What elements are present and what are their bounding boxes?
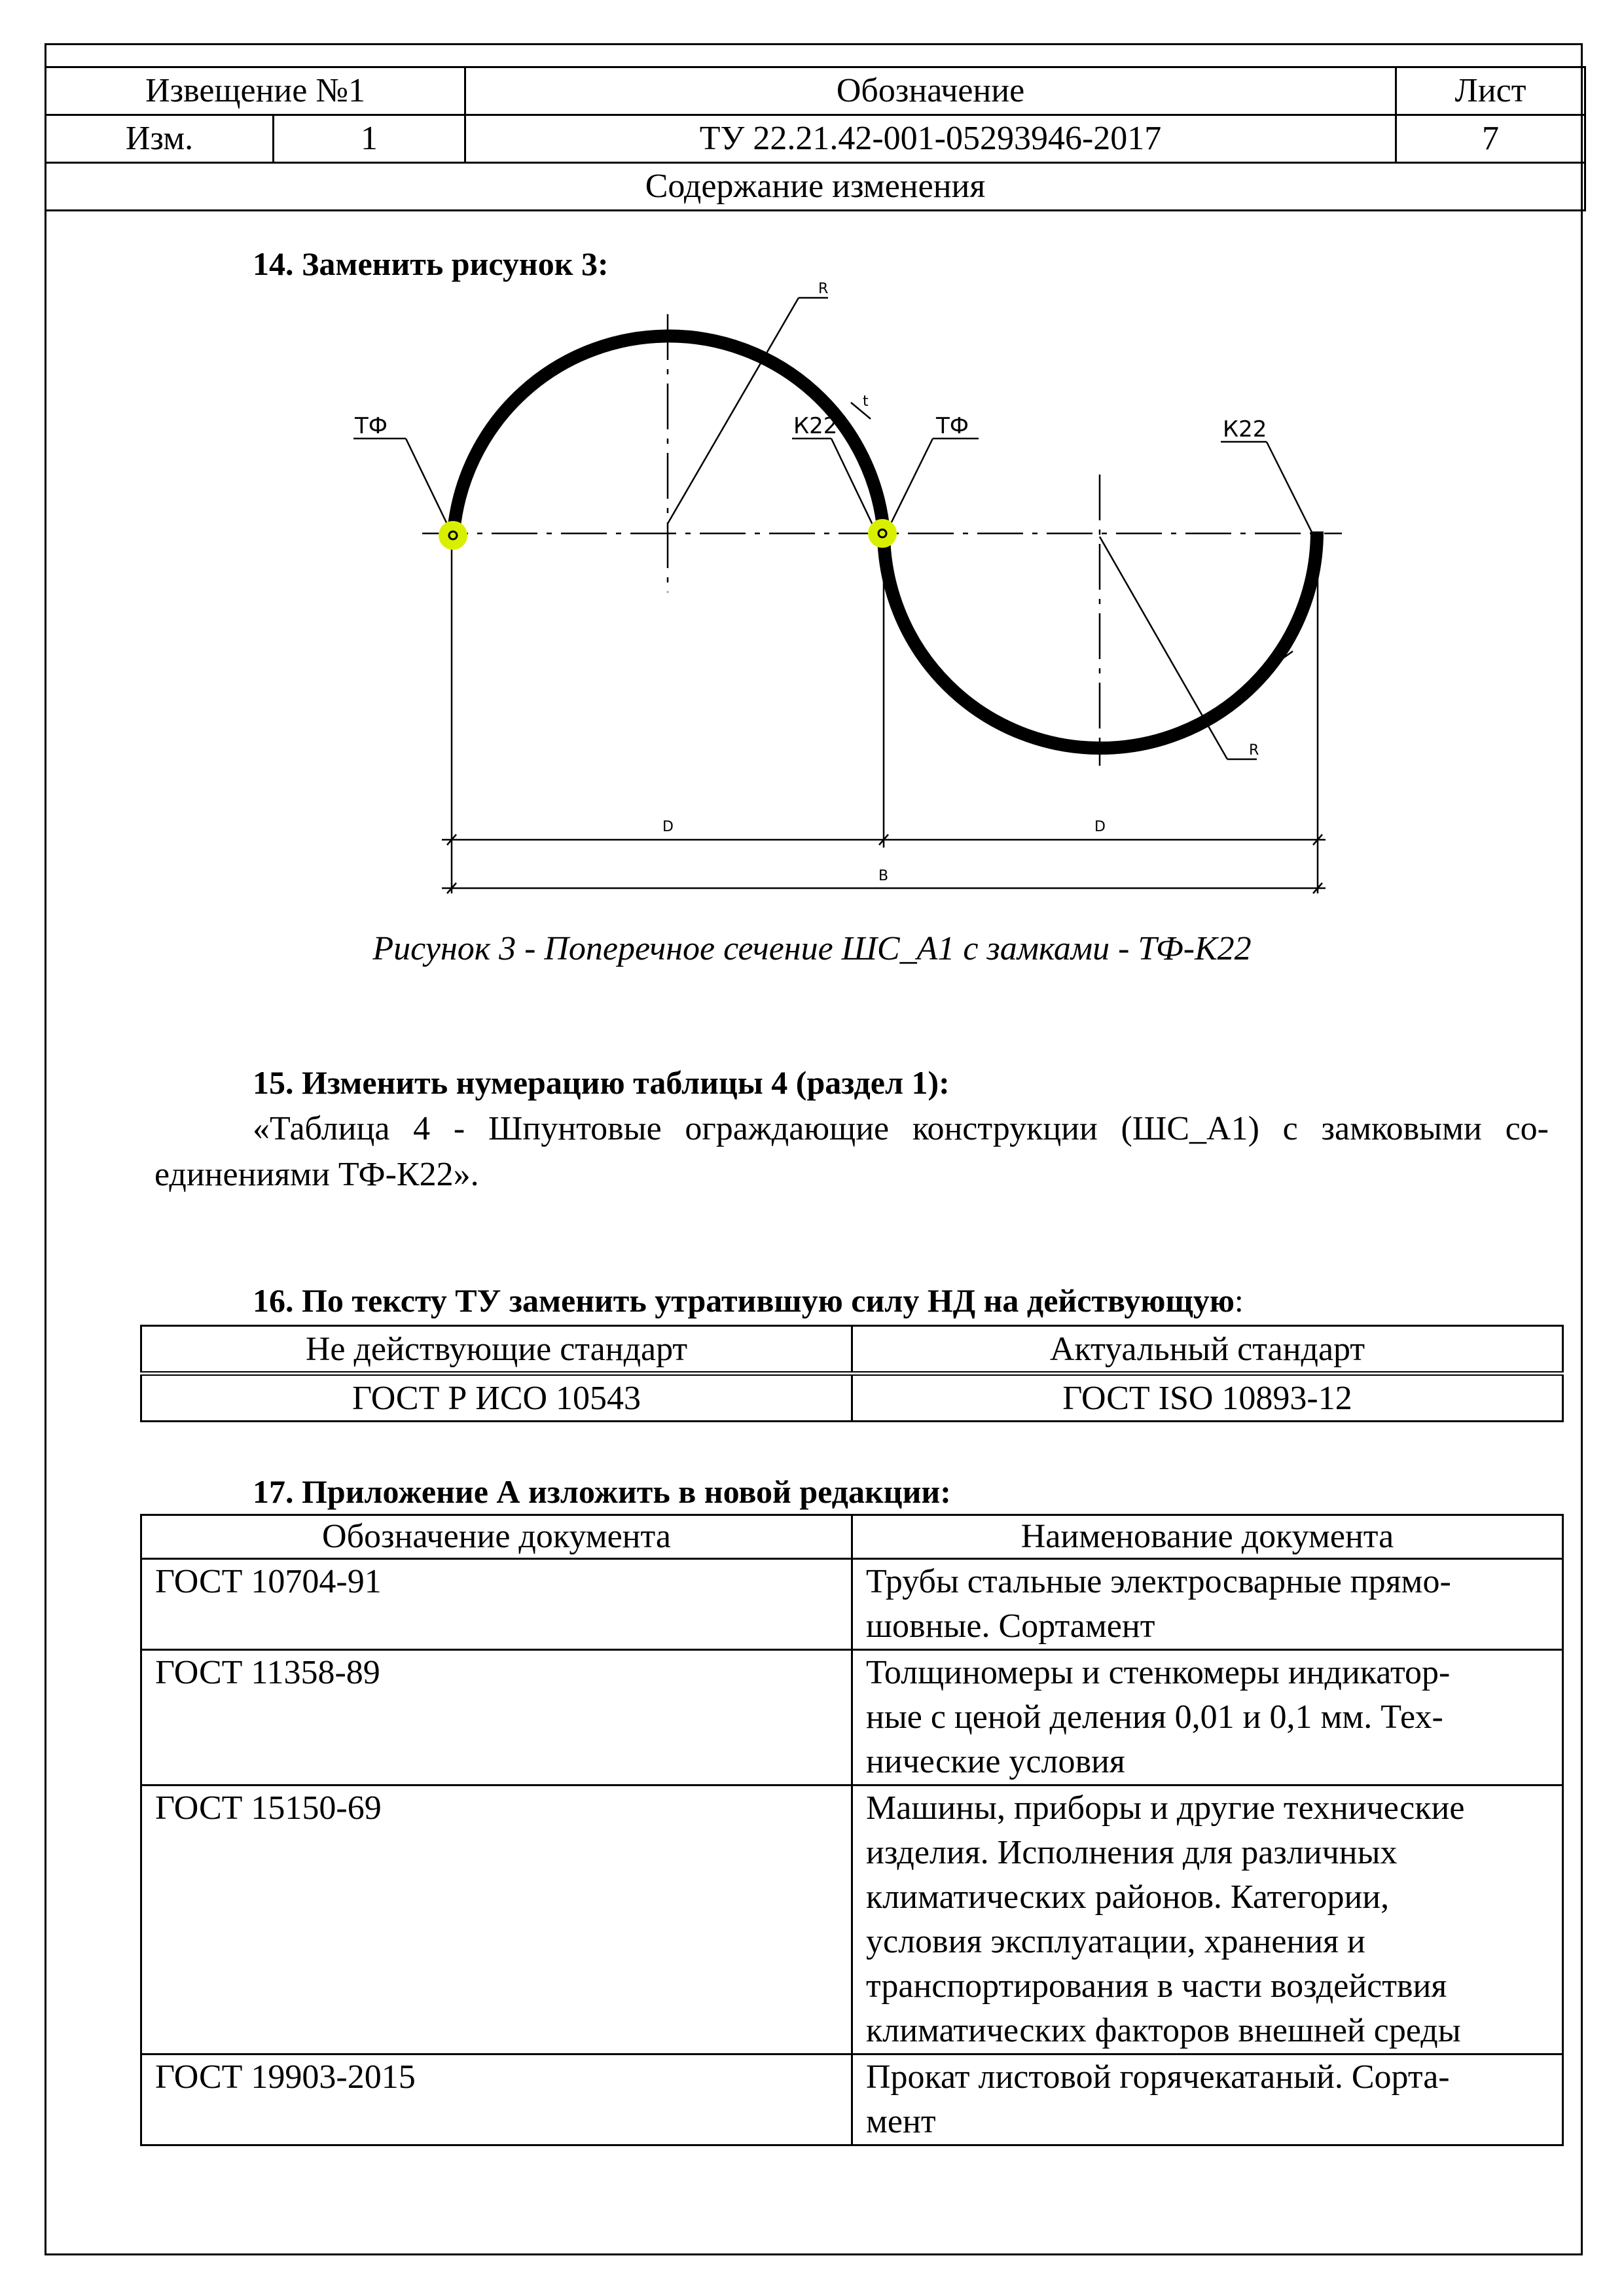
label-r-top: R [818,281,829,297]
lock-highlight-mid [868,519,897,548]
label-d-left: D [662,819,674,835]
table-row [141,2054,1563,2145]
table-row [141,1785,1563,2054]
doc-code: ГОСТ 15150-69 [141,1785,852,2054]
label-b: B [878,868,889,884]
label-t-bottom: t [1278,643,1284,660]
standards-replacement-table [140,1325,1564,1422]
doc-name: Прокат листовой горячекатаный. Сорта- мент [852,2054,1563,2145]
item16-heading-suffix: : [1234,1282,1244,1319]
item17-heading: 17. Приложение А изложить в новой редакции: [253,1473,951,1510]
leader-k22-right [1267,442,1312,533]
item16-heading-text: 16. По тексту ТУ заменить утратившую силу НД на действующую [253,1282,1235,1319]
t16-new-standard: ГОСТ ISO 10893-12 [852,1374,1563,1422]
designation-value: ТУ 22.21.42-001-05293946-2017 [465,115,1396,163]
doc-code: ГОСТ 11358-89 [141,1650,852,1785]
label-tf-left: ТФ [355,413,388,439]
label-k22-mid: К22 [793,413,838,439]
leader-tf-mid [887,439,933,531]
t17-header-name: Наименование документа [852,1515,1563,1559]
designation-label: Обозначение [465,67,1396,115]
doc-name: Машины, приборы и другие технические изделия. Исполнения для различных климатических районов. Категории, условия эксплуатации, хранения и транспортирования в части воздействия климатических факторов внешней среды [852,1785,1563,2054]
label-r-bottom: R [1249,742,1259,759]
label-d-right: D [1094,819,1106,835]
item14-heading: 14. Заменить рисунок 3: [253,245,609,282]
change-value: 1 [274,115,465,163]
doc-name: Трубы стальные электросварные прямо- шовные. Сортамент [852,1559,1563,1650]
item15-heading: 15. Изменить нумерацию таблицы 4 (раздел 1): [253,1064,950,1101]
doc-name: Толщиномеры и стенкомеры индикатор- ные с ценой деления 0,01 и 0,1 мм. Тех- нические условия [852,1650,1563,1785]
sheet-label: Лист [1396,67,1585,115]
t16-header-new: Актуальный стандарт [852,1326,1563,1374]
lock-highlight-left [439,521,467,550]
content-label: Содержание изменения [46,163,1585,211]
item16-heading [253,1282,1244,1319]
sheet-value: 7 [1396,115,1585,163]
label-tf-mid: ТФ [936,413,969,439]
label-k22-right: К22 [1223,416,1267,442]
t17-header-code: Обозначение документа [141,1515,852,1559]
label-t-top: t [863,393,869,410]
change-label: Изм. [46,115,274,163]
appendix-a-table [140,1514,1564,2146]
doc-code: ГОСТ 19903-2015 [141,2054,852,2145]
figure-caption: Рисунок 3 - Поперечное сечение ШС_А1 с замками - ТФ-К22 [372,930,1252,967]
table-row [141,1559,1563,1650]
doc-code: ГОСТ 10704-91 [141,1559,852,1650]
t16-header-old: Не действующие стандарт [141,1326,852,1374]
notice-label: Извещение №1 [46,67,465,115]
leader-tf-left [406,439,452,533]
cross-section-figure [0,0,1624,929]
t16-old-standard: ГОСТ Р ИСО 10543 [141,1374,852,1422]
item15-text: «Таблица 4 - Шпунтовые ограждающие конструкции (ШС_А1) с замковыми со-единениями ТФ-К22». [154,1110,1549,1193]
table-row [141,1650,1563,1785]
